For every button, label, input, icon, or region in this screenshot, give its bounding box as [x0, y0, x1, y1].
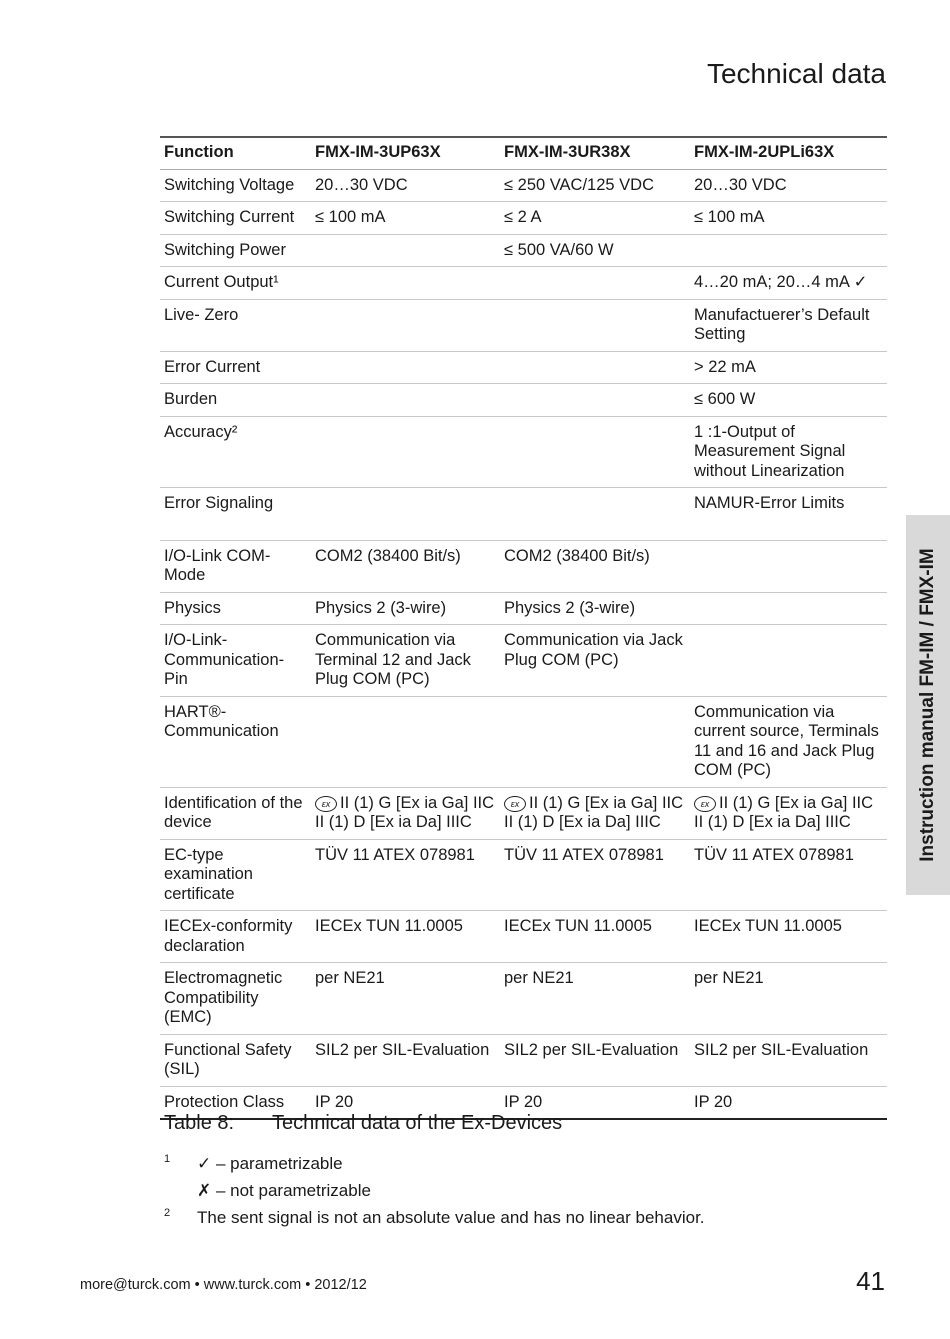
- row-label: I/O-Link COM-Mode: [160, 540, 311, 592]
- table-row: [160, 234, 887, 267]
- technical-data-table: [160, 136, 887, 1120]
- table-cell: SIL2 per SIL-Evaluation: [311, 1034, 500, 1086]
- footnote: [164, 1177, 705, 1204]
- table-cell: TÜV 11 ATEX 078981: [690, 839, 887, 911]
- footnote-text: The sent signal is not an absolute value and has no linear behavior.: [197, 1208, 705, 1227]
- table-cell: per NE21: [500, 963, 690, 1035]
- table-cell: [500, 787, 690, 839]
- table-row: [160, 787, 887, 839]
- table-cell: IECEx TUN 11.0005: [311, 911, 500, 963]
- table-cell: [500, 351, 690, 384]
- table-cell: COM2 (38400 Bit/s): [311, 540, 500, 592]
- row-label: Identification of the device: [160, 787, 311, 839]
- table-cell: [311, 488, 500, 541]
- table-row: [160, 351, 887, 384]
- row-label: Protection Class: [160, 1086, 311, 1119]
- table-cell: [311, 696, 500, 787]
- table-cell: 1 :1-Output of Measurement Signal without Linearization: [690, 416, 887, 488]
- table-cell: NAMUR-Error Limits: [690, 488, 887, 541]
- table-cell: [311, 351, 500, 384]
- table-cell: TÜV 11 ATEX 078981: [500, 839, 690, 911]
- table-cell: SIL2 per SIL-Evaluation: [500, 1034, 690, 1086]
- row-label: Switching Current: [160, 202, 311, 235]
- table-header-row: [160, 137, 887, 169]
- caption-number: Table 8:: [164, 1112, 235, 1134]
- table-row: [160, 540, 887, 592]
- table-cell: IECEx TUN 11.0005: [690, 911, 887, 963]
- table-cell: IP 20: [500, 1086, 690, 1119]
- table-row: [160, 299, 887, 351]
- table-cell: [500, 416, 690, 488]
- row-label: Accuracy²: [160, 416, 311, 488]
- row-label: Burden: [160, 384, 311, 417]
- ex-marking-text: II (1) G [Ex ia Ga] IIC II (1) D [Ex ia Da] IIIC: [504, 793, 684, 831]
- table-cell: Communication via current source, Terminals 11 and 16 and Jack Plug COM (PC): [690, 696, 887, 787]
- row-label: Functional Safety (SIL): [160, 1034, 311, 1086]
- table-cell: > 22 mA: [690, 351, 887, 384]
- table-cell: SIL2 per SIL-Evaluation: [690, 1034, 887, 1086]
- row-label: Switching Voltage: [160, 169, 311, 202]
- table-row: [160, 488, 887, 541]
- footnote-mark: 1: [164, 1153, 171, 1165]
- table-row: [160, 202, 887, 235]
- page-number: 41: [856, 1266, 885, 1296]
- column-header: Function: [164, 143, 234, 161]
- table-row: [160, 839, 887, 911]
- table-cell: Communication via Terminal 12 and Jack Plug COM (PC): [311, 625, 500, 697]
- table-cell: [690, 592, 887, 625]
- side-tab-label: Instruction manual FM-IM / FMX-IM: [917, 548, 938, 862]
- table-cell: ≤ 100 mA: [690, 202, 887, 235]
- table-cell: ≤ 2 A: [500, 202, 690, 235]
- table-cell: Physics 2 (3-wire): [311, 592, 500, 625]
- caption-text: Technical data of the Ex-Devices: [272, 1112, 563, 1134]
- table-caption: [164, 1112, 562, 1135]
- table-cell: 4…20 mA; 20…4 mA ✓: [690, 267, 887, 300]
- column-header: FMX-IM-3UR38X: [504, 143, 631, 161]
- row-label: HART®-Communication: [160, 696, 311, 787]
- table-cell: 20…30 VDC: [311, 169, 500, 202]
- table-cell: ≤ 100 mA: [311, 202, 500, 235]
- column-header: FMX-IM-3UP63X: [315, 143, 441, 161]
- row-label: Current Output¹: [160, 267, 311, 300]
- table-cell: Manufactuerer’s Default Setting: [690, 299, 887, 351]
- table-cell: [311, 384, 500, 417]
- table-cell: IP 20: [690, 1086, 887, 1119]
- ex-icon: εx: [504, 796, 526, 812]
- table-row: [160, 696, 887, 787]
- footnote-text: ✓ – parametrizable: [197, 1154, 343, 1173]
- page-title: Technical data: [706, 58, 886, 89]
- row-label: Live- Zero: [160, 299, 311, 351]
- ex-marking-text: II (1) G [Ex ia Ga] IIC II (1) D [Ex ia Da] IIIC: [694, 793, 874, 831]
- table-cell: [690, 787, 887, 839]
- table-cell: per NE21: [690, 963, 887, 1035]
- table-cell: ≤ 500 VA/60 W: [500, 234, 690, 267]
- table-row: [160, 963, 887, 1035]
- table-row: [160, 1034, 887, 1086]
- column-header: FMX-IM-2UPLi63X: [694, 143, 835, 161]
- row-label: Physics: [160, 592, 311, 625]
- footnote-mark: 2: [164, 1207, 171, 1219]
- table-cell: [311, 267, 500, 300]
- table-cell: ≤ 250 VAC/125 VDC: [500, 169, 690, 202]
- footnotes: [164, 1150, 705, 1231]
- table-row: [160, 911, 887, 963]
- table-cell: [311, 787, 500, 839]
- row-label: Electromagnetic Compatibility (EMC): [160, 963, 311, 1035]
- table-cell: 20…30 VDC: [690, 169, 887, 202]
- footnote: [164, 1150, 705, 1177]
- footnote-text: ✗ – not parametrizable: [197, 1181, 371, 1200]
- ex-icon: εx: [315, 796, 337, 812]
- row-label: I/O-Link-Communication-Pin: [160, 625, 311, 697]
- table-cell: [690, 540, 887, 592]
- table-cell: [500, 299, 690, 351]
- table-cell: COM2 (38400 Bit/s): [500, 540, 690, 592]
- table-cell: [500, 384, 690, 417]
- table-row: [160, 592, 887, 625]
- table-cell: TÜV 11 ATEX 078981: [311, 839, 500, 911]
- table-cell: [500, 267, 690, 300]
- table-row: [160, 169, 887, 202]
- table-row: [160, 416, 887, 488]
- table-cell: IP 20: [311, 1086, 500, 1119]
- table-cell: Communication via Jack Plug COM (PC): [500, 625, 690, 697]
- table-cell: Physics 2 (3-wire): [500, 592, 690, 625]
- table-cell: [311, 299, 500, 351]
- table-cell: [690, 234, 887, 267]
- ex-icon: εx: [694, 796, 716, 812]
- ex-marking-text: II (1) G [Ex ia Ga] IIC II (1) D [Ex ia Da] IIIC: [315, 793, 495, 831]
- table-cell: IECEx TUN 11.0005: [500, 911, 690, 963]
- row-label: EC-type examination certificate: [160, 839, 311, 911]
- table-row: [160, 267, 887, 300]
- table-cell: [311, 416, 500, 488]
- row-label: Error Current: [160, 351, 311, 384]
- table-cell: [500, 488, 690, 541]
- row-label: Error Signaling: [160, 488, 311, 541]
- table-row: [160, 625, 887, 697]
- side-tab: [906, 515, 950, 895]
- table-cell: [500, 696, 690, 787]
- row-label: IECEx-conformity declaration: [160, 911, 311, 963]
- row-label: Switching Power: [160, 234, 311, 267]
- footer-contact: more@turck.com • www.turck.com • 2012/12: [80, 1277, 367, 1293]
- table-cell: per NE21: [311, 963, 500, 1035]
- table-cell: [690, 625, 887, 697]
- footnote: [164, 1204, 705, 1231]
- table-row: [160, 384, 887, 417]
- table-cell: ≤ 600 W: [690, 384, 887, 417]
- table-cell: [311, 234, 500, 267]
